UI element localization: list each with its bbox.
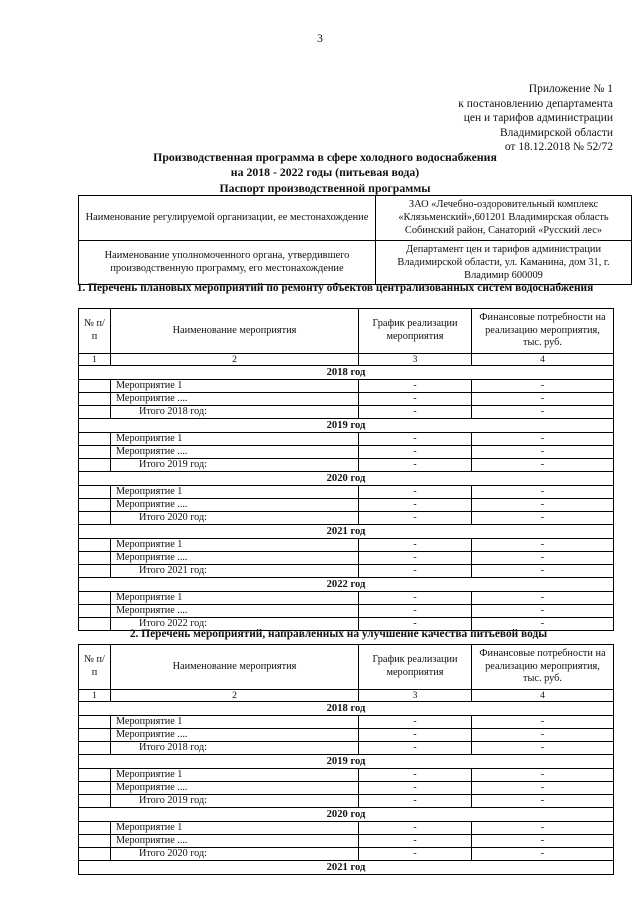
document-title	[60, 150, 590, 180]
addressee-line: цен и тарифов администрации	[463, 112, 613, 125]
year-group-label: 2020 год	[79, 808, 614, 822]
year-group-row	[79, 808, 614, 822]
addressee-block	[313, 82, 613, 155]
row-schedule-value: -	[359, 822, 472, 835]
row-schedule-value: -	[359, 486, 472, 499]
row-finance-value: -	[472, 592, 614, 605]
row-number	[79, 835, 111, 848]
table-row	[79, 742, 614, 755]
column-number-row	[79, 354, 614, 366]
table-row	[79, 196, 632, 241]
column-number-3: 3	[359, 690, 472, 702]
row-number	[79, 539, 111, 552]
column-header-4: Финансовые потребности на реализацию мероприятия, тыс. руб.	[472, 645, 614, 690]
year-group-row	[79, 755, 614, 769]
passport-value: Департамент цен и тарифов администрации Владимирской области, ул. Каманина, дом 31, г. Владимир 600009	[376, 240, 632, 285]
row-measure-name: Мероприятие ....	[111, 393, 359, 406]
row-number	[79, 742, 111, 755]
row-measure-name: Мероприятие ....	[111, 782, 359, 795]
document-title-line-1: Производственная программа в сфере холодного водоснабжения	[153, 150, 497, 164]
row-finance-value: -	[472, 539, 614, 552]
row-total-label: Итого 2021 год:	[111, 565, 359, 578]
year-group-label: 2021 год	[79, 525, 614, 539]
year-group-row	[79, 702, 614, 716]
row-number	[79, 716, 111, 729]
row-schedule-value: -	[359, 380, 472, 393]
year-group-label: 2021 год	[79, 861, 614, 875]
table-header-row	[79, 309, 614, 354]
row-measure-name: Мероприятие 1	[111, 769, 359, 782]
year-group-row	[79, 419, 614, 433]
row-total-label: Итого 2019 год:	[111, 795, 359, 808]
column-number-row	[79, 690, 614, 702]
row-finance-value: -	[472, 433, 614, 446]
table-row	[79, 240, 632, 285]
table-row	[79, 822, 614, 835]
table-row	[79, 446, 614, 459]
row-schedule-value: -	[359, 848, 472, 861]
row-finance-value: -	[472, 499, 614, 512]
column-header-3: График реализации мероприятия	[359, 645, 472, 690]
year-group-row	[79, 366, 614, 380]
year-group-label: 2018 год	[79, 366, 614, 380]
row-schedule-value: -	[359, 835, 472, 848]
column-header-4: Финансовые потребности на реализацию мероприятия, тыс. руб.	[472, 309, 614, 354]
row-number	[79, 729, 111, 742]
row-measure-name: Мероприятие 1	[111, 380, 359, 393]
passport-title: Паспорт производственной программы	[219, 181, 431, 195]
document-title-line-2: на 2018 - 2022 годы (питьевая вода)	[230, 165, 420, 180]
passport-label: Наименование уполномоченного органа, утвердившего производственную программу, его местонахождение	[79, 240, 376, 285]
row-schedule-value: -	[359, 795, 472, 808]
row-finance-value: -	[472, 729, 614, 742]
table-row	[79, 380, 614, 393]
row-number	[79, 769, 111, 782]
column-number-1: 1	[79, 354, 111, 366]
row-measure-name: Мероприятие ....	[111, 446, 359, 459]
row-number	[79, 592, 111, 605]
row-finance-value: -	[472, 618, 614, 631]
row-number	[79, 605, 111, 618]
row-number	[79, 552, 111, 565]
row-number	[79, 499, 111, 512]
row-number	[79, 795, 111, 808]
row-schedule-value: -	[359, 742, 472, 755]
column-number-4: 4	[472, 354, 614, 366]
row-finance-value: -	[472, 848, 614, 861]
row-finance-value: -	[472, 795, 614, 808]
row-schedule-value: -	[359, 393, 472, 406]
row-finance-value: -	[472, 716, 614, 729]
row-schedule-value: -	[359, 716, 472, 729]
row-number	[79, 512, 111, 525]
year-group-label: 2019 год	[79, 419, 614, 433]
row-schedule-value: -	[359, 565, 472, 578]
year-group-row	[79, 578, 614, 592]
addressee-line: к постановлению департамента	[458, 97, 613, 110]
column-header-2: Наименование мероприятия	[111, 309, 359, 354]
passport-value: ЗАО «Лечебно-оздоровительный комплекс «Клязьменский»,601201 Владимирская область Собинский район, Санаторий «Русский лес»	[376, 196, 632, 241]
section-1-table	[78, 308, 614, 631]
row-number	[79, 565, 111, 578]
row-finance-value: -	[472, 822, 614, 835]
row-number	[79, 406, 111, 419]
table-row	[79, 499, 614, 512]
row-schedule-value: -	[359, 406, 472, 419]
year-group-row	[79, 472, 614, 486]
row-finance-value: -	[472, 459, 614, 472]
row-finance-value: -	[472, 446, 614, 459]
row-finance-value: -	[472, 742, 614, 755]
page-number: 3	[317, 33, 323, 45]
column-number-1: 1	[79, 690, 111, 702]
row-total-label: Итого 2018 год:	[111, 742, 359, 755]
row-number	[79, 848, 111, 861]
row-schedule-value: -	[359, 459, 472, 472]
row-number	[79, 822, 111, 835]
row-finance-value: -	[472, 769, 614, 782]
row-schedule-value: -	[359, 782, 472, 795]
section-2-table	[78, 644, 614, 875]
row-schedule-value: -	[359, 446, 472, 459]
row-schedule-value: -	[359, 433, 472, 446]
row-schedule-value: -	[359, 552, 472, 565]
column-header-3: График реализации мероприятия	[359, 309, 472, 354]
row-measure-name: Мероприятие ....	[111, 835, 359, 848]
section-1-table-body	[79, 309, 614, 631]
row-measure-name: Мероприятие 1	[111, 822, 359, 835]
passport-table	[78, 195, 632, 285]
row-number	[79, 393, 111, 406]
row-number	[79, 433, 111, 446]
row-number	[79, 486, 111, 499]
section-2-heading: 2. Перечень мероприятий, направленных на улучшение качества питьевой воды	[129, 628, 548, 640]
table-row	[79, 835, 614, 848]
table-row	[79, 592, 614, 605]
row-measure-name: Мероприятие 1	[111, 539, 359, 552]
addressee-line: от 18.12.2018 № 52/72	[504, 141, 613, 154]
table-row	[79, 512, 614, 525]
year-group-label: 2022 год	[79, 578, 614, 592]
row-measure-name: Мероприятие 1	[111, 433, 359, 446]
table-row	[79, 406, 614, 419]
row-schedule-value: -	[359, 605, 472, 618]
table-row	[79, 393, 614, 406]
row-finance-value: -	[472, 565, 614, 578]
row-measure-name: Мероприятие ....	[111, 729, 359, 742]
row-measure-name: Мероприятие 1	[111, 486, 359, 499]
row-schedule-value: -	[359, 769, 472, 782]
addressee-line: Владимирской области	[499, 126, 613, 139]
column-number-4: 4	[472, 690, 614, 702]
row-number	[79, 459, 111, 472]
row-number	[79, 782, 111, 795]
row-schedule-value: -	[359, 729, 472, 742]
section-2-table-body	[79, 645, 614, 875]
table-row	[79, 848, 614, 861]
row-finance-value: -	[472, 486, 614, 499]
table-row	[79, 769, 614, 782]
row-measure-name: Мероприятие ....	[111, 605, 359, 618]
addressee-line: Приложение № 1	[528, 83, 613, 95]
table-header-row	[79, 645, 614, 690]
row-finance-value: -	[472, 552, 614, 565]
table-row	[79, 729, 614, 742]
year-group-row	[79, 861, 614, 875]
table-row	[79, 459, 614, 472]
row-total-label: Итого 2022 год:	[111, 618, 359, 631]
row-finance-value: -	[472, 512, 614, 525]
year-group-label: 2020 год	[79, 472, 614, 486]
table-row	[79, 605, 614, 618]
row-finance-value: -	[472, 835, 614, 848]
row-measure-name: Мероприятие ....	[111, 499, 359, 512]
row-finance-value: -	[472, 782, 614, 795]
year-group-label: 2019 год	[79, 755, 614, 769]
section-1-heading: 1. Перечень плановых мероприятий по ремонту объектов централизованных систем водоснабжения	[76, 282, 594, 294]
row-finance-value: -	[472, 605, 614, 618]
row-schedule-value: -	[359, 592, 472, 605]
row-schedule-value: -	[359, 618, 472, 631]
table-row	[79, 539, 614, 552]
year-group-label: 2018 год	[79, 702, 614, 716]
row-measure-name: Мероприятие ....	[111, 552, 359, 565]
passport-label: Наименование регулируемой организации, ее местонахождение	[79, 196, 376, 241]
row-measure-name: Мероприятие 1	[111, 716, 359, 729]
row-finance-value: -	[472, 393, 614, 406]
table-row	[79, 782, 614, 795]
row-total-label: Итого 2018 год:	[111, 406, 359, 419]
row-total-label: Итого 2020 год:	[111, 848, 359, 861]
column-number-2: 2	[111, 690, 359, 702]
column-number-2: 2	[111, 354, 359, 366]
table-row	[79, 552, 614, 565]
row-schedule-value: -	[359, 539, 472, 552]
row-finance-value: -	[472, 406, 614, 419]
row-measure-name: Мероприятие 1	[111, 592, 359, 605]
column-header-2: Наименование мероприятия	[111, 645, 359, 690]
column-header-1: № п/п	[79, 309, 111, 354]
row-number	[79, 446, 111, 459]
row-schedule-value: -	[359, 512, 472, 525]
row-schedule-value: -	[359, 499, 472, 512]
column-number-3: 3	[359, 354, 472, 366]
table-row	[79, 433, 614, 446]
row-finance-value: -	[472, 380, 614, 393]
table-row	[79, 795, 614, 808]
table-row	[79, 716, 614, 729]
year-group-row	[79, 525, 614, 539]
row-total-label: Итого 2020 год:	[111, 512, 359, 525]
row-number	[79, 380, 111, 393]
table-row	[79, 486, 614, 499]
row-total-label: Итого 2019 год:	[111, 459, 359, 472]
table-row	[79, 565, 614, 578]
column-header-1: № п/п	[79, 645, 111, 690]
